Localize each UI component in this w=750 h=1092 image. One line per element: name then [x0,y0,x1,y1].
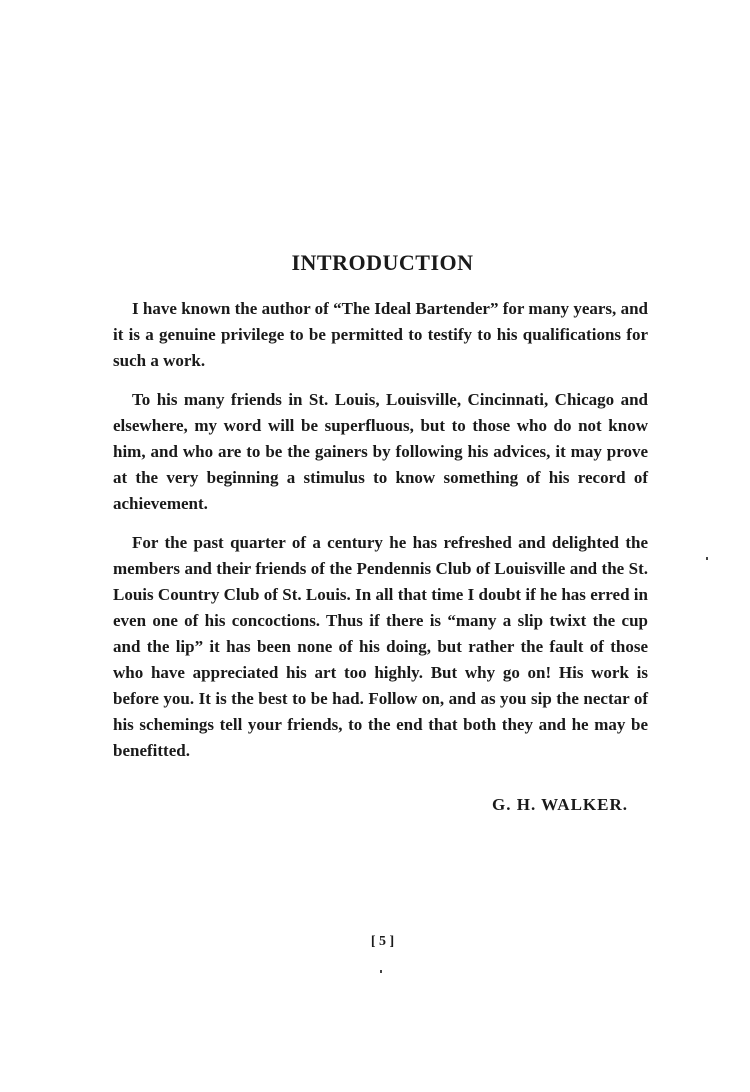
scan-speck-mark-lower [380,970,382,973]
scan-speck-mark [706,557,708,560]
paragraph-2: To his many friends in St. Louis, Louisville, Cincinnati, Chicago and elsewhere, my word will be superfluous, but to those who do not know him, and who are to be the gainers by following his advices, it may prove at the very beginning a stimulus to know something of his record of achievement. [113,390,648,513]
page-title: INTRODUCTION [291,250,474,275]
introduction-body [113,296,648,777]
signature: G. H. WALKER. [492,795,628,814]
page-number: [ 5 ] [370,934,395,949]
paragraph-3: For the past quarter of a century he has refreshed and delighted the members and their friends of the Pendennis Club of Louisville and the St. Louis Country Club of St. Louis. In all that time I doubt if he has erred in even one of his concoctions. Thus if there is “many a slip twixt the cup and the lip” it has been none of his doing, but rather the fault of those who have appreciated his art too highly. But why go on! His work is before you. It is the best to be had. Follow on, and as you sip the nectar of his schemings tell your friends, to the end that both they and he may be benefitted. [113,533,648,760]
paragraph-1: I have known the author of “The Ideal Bartender” for many years, and it is a genuine privilege to be permitted to testify to his qualifications for such a work. [113,299,648,370]
